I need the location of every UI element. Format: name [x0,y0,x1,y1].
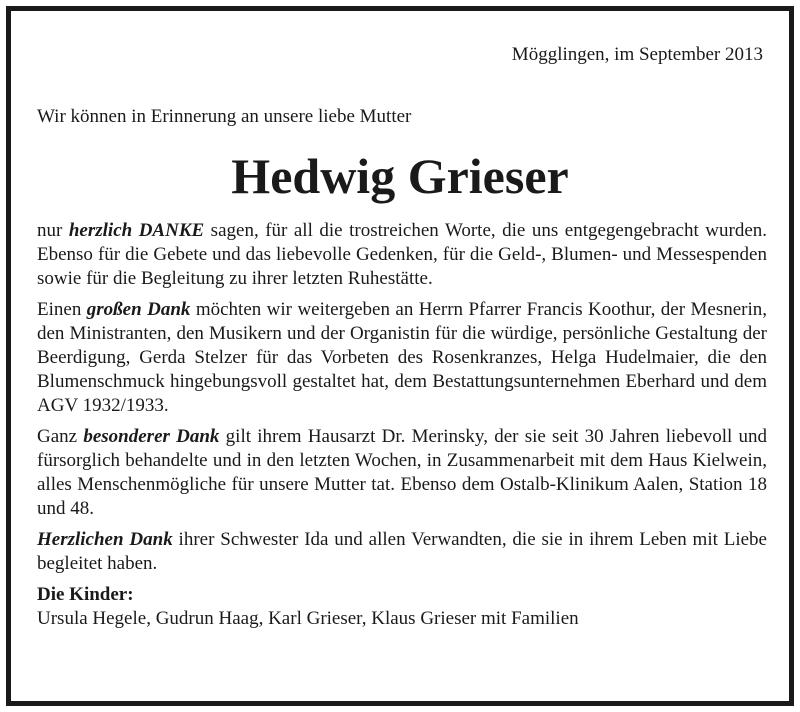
deceased-name: Hedwig Grieser [231,148,569,204]
paragraph-text: möchten wir weitergeben an Herrn Pfarrer Francis Koothur, der Mesnerin, den Ministranten, den Musikern und der Organistin für die würdige, persönliche Gestaltung der Beerdigung, Gerda Stelzer für das Vorbeten des Rosenkranzes, Helga Hudelmaier, die den Blumenschmuck hingebungsvoll gestaltet hat, dem Bestattungsunternehmen Eberhard und dem AGV 1932/1933. [37,299,768,416]
signers-heading: Die Kinder: [37,584,134,605]
paragraph-lead: nur [37,220,69,241]
paragraph-lead: Ganz [37,426,84,447]
paragraph-text: gilt ihrem Hausarzt Dr. Merinsky, der sie seit 30 Jahren liebevoll und fürsorglich behandelte und in den letzten Wochen, in Zusammenarbeit mit dem Haus Kielwein, alles Menschenmögliche für unsere Mutter tat. Ebenso dem Ostalb-Klinikum Aalen, Station 18 und 48. [37,426,767,519]
paragraph-lead: Einen [37,299,87,320]
emphasized-thanks: großen Dank [86,299,191,320]
dateline: Mögglingen, im September 2013 [511,44,763,65]
paragraph-text: sagen, für all die trostreichen Worte, die uns entgegengebracht wurden. Ebenso für die Gebete und das liebevolle Gedenken, für die Geld-, Blumen- und Messespenden sowie für die Begleitung zu ihrer letzten Ruhestätte. [37,220,768,289]
emphasized-thanks: herzlich DANKE [68,220,205,241]
thanks-paragraph-4 [37,528,767,576]
thanks-paragraph-1 [37,219,767,291]
thanks-paragraph-2 [37,298,767,418]
signers-names: Ursula Hegele, Gudrun Haag, Karl Grieser, Klaus Grieser mit Familien [37,608,579,629]
thanks-paragraph-3 [37,425,767,521]
obituary-notice [6,6,794,706]
paragraph-text: ihrer Schwester Ida und allen Verwandten, die sie in ihrem Leben mit Liebe begleitet haben. [37,529,767,574]
emphasized-thanks: Herzlichen Dank [37,529,173,550]
notice-body [37,219,767,631]
emphasized-thanks: besonderer Dank [83,426,220,447]
intro-line: Wir können in Erinnerung an unsere liebe Mutter [37,106,412,127]
